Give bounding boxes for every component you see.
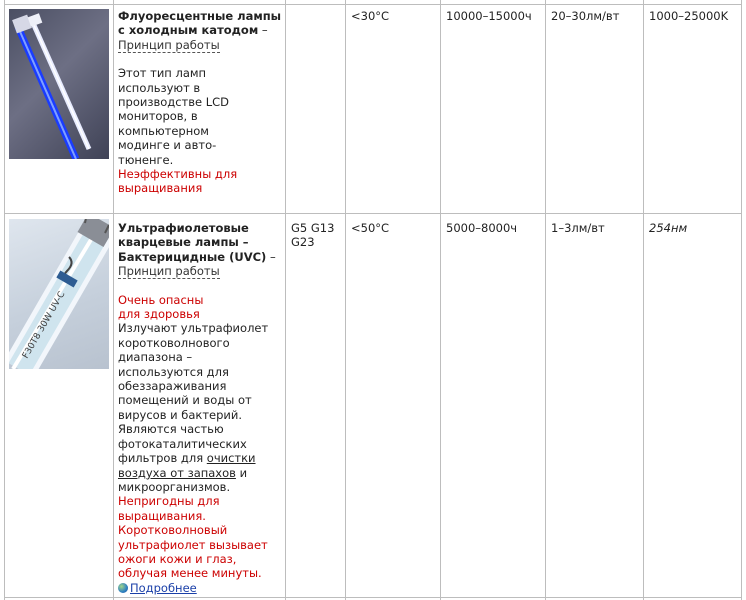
wavelength-cell: 254нм (649, 221, 688, 235)
desc-text-part: и микроорганизмов. (118, 465, 248, 494)
principle-link[interactable]: Принцип работы (118, 37, 220, 52)
principle-link[interactable]: Принцип работы (118, 264, 220, 279)
grid-line (440, 0, 441, 600)
temp-cell: <50°C (351, 221, 390, 235)
warning-text: Неэффективны для выращивания (118, 167, 238, 196)
ccfl-lamp-image (9, 9, 109, 159)
lamp-title: Флуоресцентные лампы с холодным катодом (118, 9, 282, 38)
grid-line (285, 0, 286, 600)
efficiency-cell: 1–3лм/вт (551, 221, 605, 235)
lamp-desc-text: Этот тип ламп используют в производстве LCD мониторов, в компьютерном модинге и авто-тюненге. (118, 66, 230, 167)
more-link[interactable]: Подробнее (130, 580, 197, 595)
desc-text-part: Излучают ультрафиолет коротковолнового диапазона – используются для обеззараживания помещений и воды от вирусов и бактерий. Являются частью фотокаталитических фильтров для (118, 321, 269, 466)
grid-line (741, 0, 742, 600)
grid-line (545, 0, 546, 600)
socket-cell: G5 G13 G23 (291, 221, 335, 250)
danger-text: Очень опасны для здоровья (118, 292, 204, 322)
warning-text: Непригодны для выращивания. Коротковолновый ультрафиолет вызывает ожоги кожи и глаз, облучая менее минуты. (118, 494, 268, 581)
grid-line (345, 0, 346, 600)
lamp-description (118, 9, 283, 196)
lamp-description (118, 221, 283, 595)
globe-icon (118, 583, 128, 593)
dash: – (266, 249, 276, 264)
grid-line (113, 0, 114, 600)
grid-line (4, 597, 742, 598)
grid-line (4, 0, 5, 600)
lifetime-cell: 10000–15000ч (446, 9, 532, 23)
grid-line (4, 4, 742, 5)
grid-line (643, 0, 644, 600)
uvc-lamp-image (9, 219, 109, 369)
efficiency-cell: 20–30лм/вт (551, 9, 620, 23)
air-cleaning-link[interactable]: очистки воздуха от запахов (118, 451, 256, 480)
lifetime-cell: 5000–8000ч (446, 221, 518, 235)
lamp-desc-text (118, 321, 280, 494)
grid-line (4, 213, 742, 214)
temp-cell: <30°C (351, 9, 390, 23)
lamp-title: Ультрафиолетовые кварцевые лампы – Бактерицидные (UVC) (118, 221, 267, 264)
lamp-print-text: F30T8 30W UV-C (20, 289, 68, 361)
more-row (118, 581, 283, 595)
color-temp-cell: 1000–25000K (649, 9, 729, 23)
dash: – (258, 23, 268, 38)
